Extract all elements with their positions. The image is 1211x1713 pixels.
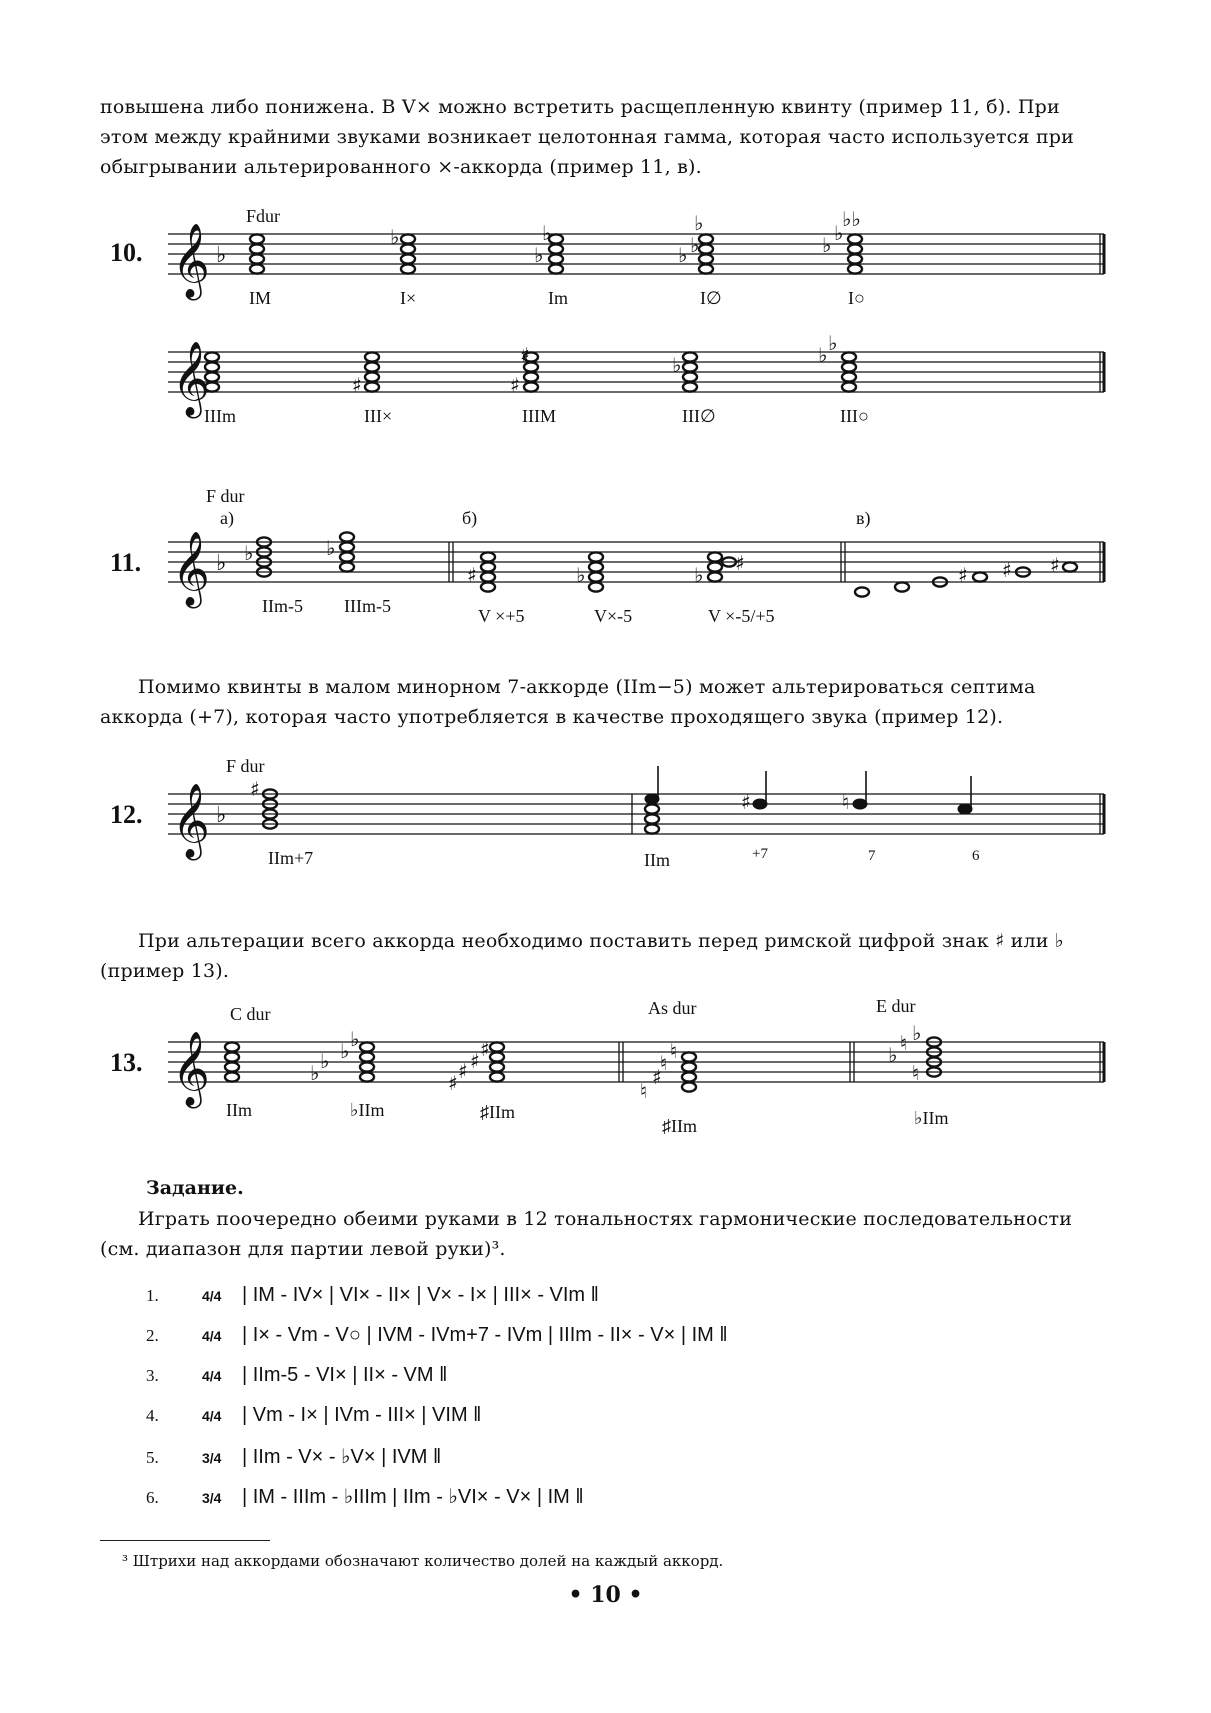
example-number: 10.: [110, 238, 143, 267]
key-signatures: [216, 243, 226, 828]
time-signature: 3/4: [202, 1490, 222, 1506]
sharp-icon: ♯: [735, 551, 745, 575]
sequence-number: 3.: [146, 1366, 159, 1385]
key-label: Fdur: [246, 206, 281, 226]
sequence-text: | Vm - I× | IVm - III× | VIM ‖: [242, 1404, 482, 1426]
flat-icon: ♭: [216, 243, 227, 268]
chord-label: Im: [548, 288, 568, 308]
natural-icon: ♮: [842, 790, 850, 814]
chord-ex13-bIIm-2: [927, 1037, 941, 1076]
flat-icon: ♭: [390, 225, 400, 249]
flat-icon: ♭: [834, 221, 844, 245]
sequence-number: 6.: [146, 1488, 159, 1507]
sequence-item: [146, 1444, 441, 1469]
para3-line-1: При альтерации всего аккорда необходимо поставить перед римской цифрой знак ♯ или ♭: [138, 930, 1065, 952]
natural-icon: ♮: [900, 1031, 908, 1055]
flat-icon: ♭: [340, 1039, 350, 1063]
treble-clef-icon: 𝄞: [172, 342, 210, 416]
part-label: б): [462, 508, 478, 528]
sequence-item: [146, 1404, 481, 1427]
para3-line-2: (пример 13).: [100, 960, 230, 982]
page-number: • 10 •: [568, 1582, 643, 1608]
chord-label: V ×-5/+5: [708, 606, 775, 626]
sharp-icon: ♯: [250, 777, 260, 801]
chord-label: 6: [972, 848, 980, 864]
chord-label: ♯IIm: [480, 1102, 515, 1122]
key-label: As dur: [648, 998, 697, 1018]
staff-ex10-row2: [168, 352, 1104, 392]
sharp-icon: ♯: [1050, 553, 1060, 577]
flat-icon: ♭: [326, 536, 336, 560]
sequence-text: | I× - Vm - V○ | IVM - IVm+7 - IVm | IIIm - II× - V× | IM ‖: [242, 1324, 728, 1346]
chord-ex11-IIm-5: [257, 537, 271, 576]
sharp-icon: ♯: [470, 1049, 480, 1073]
paragraph-3: [100, 926, 1090, 986]
chord-label: +7: [752, 846, 768, 862]
chord-label: I×: [400, 288, 417, 308]
sequence-text: | IIm-5 - VI× | II× - VM ‖: [242, 1364, 448, 1386]
sharp-icon: ♯: [652, 1065, 662, 1089]
natural-icon: ♮: [670, 1039, 678, 1063]
chord-label: IIIm-5: [344, 596, 391, 616]
treble-clef-icon: 𝄞: [172, 1032, 210, 1106]
time-signature: 4/4: [202, 1368, 222, 1384]
sharp-icon: ♯: [458, 1059, 468, 1083]
flat-icon: ♭: [694, 563, 704, 587]
flat-icon: ♭: [244, 541, 254, 565]
flat-icon: ♭♭: [842, 207, 861, 231]
flat-icon: ♭: [542, 221, 552, 245]
paragraph-2: [100, 672, 1090, 732]
flat-icon: ♭: [912, 1021, 922, 1045]
para2-line-1: Помимо квинты в малом минорном 7-аккорде (IIm−5) может альтерироваться септима: [138, 676, 1036, 698]
sequence-text: | IM - IIIm - ♭IIIm | IIm - ♭VI× - V× | IM ‖: [242, 1486, 584, 1508]
sharp-icon: ♯: [1002, 558, 1012, 582]
task-heading: Задание.: [146, 1177, 244, 1199]
sharp-icon: ♯: [520, 343, 530, 367]
flat-icon: ♭: [320, 1049, 330, 1073]
flat-icon: ♭: [350, 1027, 360, 1051]
key-label: F dur: [206, 486, 245, 506]
task-line-1: Играть поочередно обеими руками в 12 тональностях гармонические последовательности: [138, 1208, 1073, 1230]
example-number: 12.: [110, 800, 143, 829]
sequence-item: [146, 1324, 728, 1347]
flat-icon: ♭: [694, 211, 704, 235]
chord-label: IIm+7: [268, 848, 314, 868]
sequence-number: 2.: [146, 1326, 159, 1345]
key-label: F dur: [226, 756, 265, 776]
chord-label: I∅: [700, 288, 722, 308]
chord-label: IIm-5: [262, 596, 303, 616]
chord-ex12-IIm+7: [263, 789, 277, 828]
flat-icon: ♭: [216, 551, 227, 576]
sequence-item: [146, 1364, 447, 1387]
time-signature: 3/4: [202, 1450, 222, 1466]
treble-clef-icon: 𝄞: [172, 224, 210, 298]
chord-label: IIIM: [522, 406, 556, 426]
sequence-number: 5.: [146, 1448, 159, 1467]
flat-icon: ♭: [534, 243, 544, 267]
chord-label: ♯IIm: [662, 1116, 697, 1136]
part-label: в): [856, 508, 871, 528]
chord-label: III×: [364, 406, 393, 426]
melody-note: [645, 794, 659, 804]
natural-icon: ♮: [912, 1061, 920, 1085]
melody-note: [958, 804, 972, 814]
chord-ex12-IIm: [645, 804, 659, 833]
chord-label: IIIm: [204, 406, 236, 426]
melody-note: [753, 799, 767, 809]
example-number: 13.: [110, 1048, 143, 1077]
sequence-number: 4.: [146, 1406, 159, 1425]
natural-icon: ♮: [640, 1079, 648, 1103]
example-number: 11.: [110, 548, 142, 577]
treble-clef-icon: 𝄞: [172, 532, 210, 606]
para2-line-2: аккорда (+7), которая часто употребляется в качестве проходящего звука (пример 12).: [100, 706, 1004, 728]
flat-icon: ♭: [690, 233, 700, 257]
melody-note: [853, 799, 867, 809]
flat-icon: ♭: [576, 563, 586, 587]
melody-notes-ex12: [645, 766, 972, 814]
time-signature: 4/4: [202, 1328, 222, 1344]
sharp-icon: ♯: [448, 1071, 458, 1095]
chord-label: IIm: [226, 1100, 252, 1120]
flat-icon: ♭: [888, 1043, 898, 1067]
sequence-text: | IIm - V× - ♭V× | IVM ‖: [242, 1446, 442, 1468]
flat-icon: ♭: [216, 803, 227, 828]
intro-line-3: обыгрывании альтерированного ×-аккорда (пример 11, в).: [100, 156, 702, 178]
task-paragraph: [100, 1204, 1090, 1264]
sequence-number: 1.: [146, 1286, 159, 1305]
treble-clef-icon: 𝄞: [172, 784, 210, 858]
flat-icon: ♭: [310, 1061, 320, 1085]
sharp-icon: ♯: [352, 373, 362, 397]
chord-label: V ×+5: [478, 606, 525, 626]
footnote: ³ Штрихи над аккордами обозначают количество долей на каждый аккорд.: [122, 1552, 724, 1570]
sharp-icon: ♯: [741, 790, 751, 814]
flat-icon: ♭: [678, 243, 688, 267]
natural-icon: ♮: [660, 1051, 668, 1075]
chord-label: III○: [840, 406, 869, 426]
chord-label: ♭IIm: [350, 1100, 385, 1120]
task-line-2: (см. диапазон для партии левой руки)³.: [100, 1238, 506, 1260]
flat-icon: ♭: [822, 233, 832, 257]
flat-icon: ♭: [818, 343, 828, 367]
staff-ex13: [168, 1042, 1104, 1082]
intro-line-2: этом между крайними звуками возникает целотонная гамма, которая часто используется при: [100, 126, 1075, 148]
sharp-icon: ♯: [467, 563, 477, 587]
chord-label: IM: [249, 288, 271, 308]
key-label: C dur: [230, 1004, 271, 1024]
chord-label: I○: [848, 288, 865, 308]
sequence-item: [146, 1284, 599, 1307]
flat-icon: ♭: [672, 353, 682, 377]
chord-ex11-Vx-5+5: [708, 552, 736, 581]
chord-label: III∅: [682, 406, 716, 426]
chord-label: V×-5: [594, 606, 633, 626]
intro-line-1: повышена либо понижена. В V× можно встретить расщепленную квинту (пример 11, б). При: [100, 96, 1060, 118]
chord-label: IIm: [644, 850, 670, 870]
footnote-divider: [100, 1540, 270, 1541]
time-signature: 4/4: [202, 1408, 222, 1424]
staff-ex10-row1: [168, 234, 1104, 274]
sharp-icon: ♯: [480, 1037, 490, 1061]
chord-label: 7: [868, 848, 876, 864]
time-signature: 4/4: [202, 1288, 222, 1304]
key-label: E dur: [876, 996, 916, 1016]
part-label: а): [220, 508, 234, 528]
sharp-icon: ♯: [958, 563, 968, 587]
sequence-item: [146, 1484, 584, 1509]
chord-label: ♭IIm: [914, 1108, 949, 1128]
sequence-text: | IM - IV× | VI× - II× | V× - I× | III× - VIm ‖: [242, 1284, 599, 1306]
sharp-icon: ♯: [510, 373, 520, 397]
flat-icon: ♭: [828, 331, 838, 355]
